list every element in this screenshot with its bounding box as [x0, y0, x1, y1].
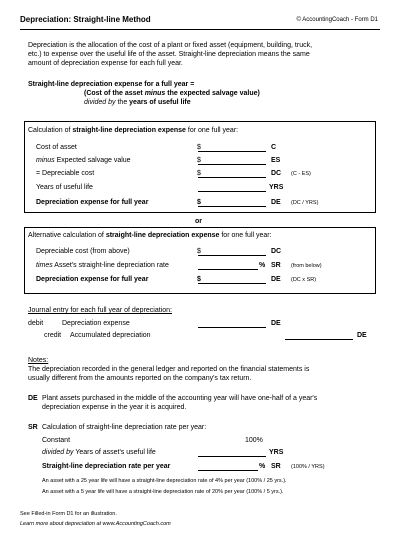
notes-sr-code: SR — [28, 424, 38, 431]
notes-heading: Notes: — [28, 357, 49, 364]
journal-heading: Journal entry for each full year of depreciation: — [28, 307, 172, 314]
page-title: Depreciation: Straight-line Method — [20, 15, 151, 24]
calc1-row2-label — [36, 156, 131, 165]
notes-rate-note: (100% / YRS) — [291, 464, 325, 470]
notes-sr-heading: Calculation of straight-line depreciation rate per year: — [42, 424, 207, 431]
calc2-row2-text: Asset's straight-line depreciation rate — [52, 262, 169, 269]
notes-p1-line2: usually different from the amounts reported on the company's tax return. — [28, 375, 252, 382]
formula-cost-text: (Cost of the asset — [84, 90, 145, 97]
notes-de-code: DE — [28, 395, 38, 402]
notes-rate-blank[interactable] — [198, 470, 258, 471]
journal-debit-blank[interactable] — [198, 327, 266, 328]
formula-line-3 — [84, 98, 191, 107]
calc1-row2-blank[interactable] — [198, 164, 266, 165]
notes-constant-value: 100% — [245, 437, 263, 444]
calc1-heading-suffix: for one full year: — [185, 127, 239, 134]
calc1-row1-label: Cost of asset — [36, 144, 77, 151]
formula-line-2 — [84, 89, 260, 98]
notes-de-line1: Plant assets purchased in the middle of the accounting year will have one-half of a year's — [42, 395, 318, 402]
header-divider — [20, 29, 380, 30]
footer-illustration-note: See Filled-in Form D1 for an illustration. — [20, 511, 117, 517]
calc1-row1-currency: $ — [197, 144, 201, 151]
calc1-row3-blank[interactable] — [198, 177, 266, 178]
calc1-row5-note: (DC / YRS) — [291, 200, 319, 206]
formula-minus: minus — [144, 90, 166, 97]
calc2-row3-label: Depreciation expense for full year — [36, 276, 149, 283]
notes-rate-label: Straight-line depreciation rate per year — [42, 463, 171, 470]
calc1-row2-code: ES — [271, 157, 281, 164]
calc1-row1-blank[interactable] — [198, 151, 266, 152]
journal-debit-code: DE — [271, 320, 281, 327]
journal-credit: credit — [44, 332, 62, 339]
calc2-row3-note: (DC x SR) — [291, 277, 317, 283]
journal-credit-blank[interactable] — [285, 339, 353, 340]
calc2-row1-blank[interactable] — [198, 255, 266, 256]
intro-line-1: Depreciation is the allocation of the cost of a plant or fixed asset (equipment, building, truck, — [28, 42, 313, 49]
calc2-row1-label: Depreciable cost (from above) — [36, 248, 130, 255]
calc2-row2-percent: % — [259, 262, 266, 269]
notes-example-2: An asset with a 5 year life will have a straight-line depreciation rate of 20% per year (100% / 5 yrs.). — [42, 489, 284, 495]
intro-line-3: amount of depreciation expense for each full year. — [28, 60, 183, 67]
journal-credit-account: Accumulated depreciation — [70, 332, 151, 339]
journal-debit-account: Depreciation expense — [62, 320, 130, 327]
calc1-row2-currency: $ — [197, 157, 201, 164]
calc1-row4-blank[interactable] — [198, 191, 266, 192]
calc1-row4-code: YRS — [269, 184, 284, 191]
calc1-row5-currency: $ — [197, 199, 201, 206]
formula-divided-by: divided by — [84, 99, 116, 106]
calc2-row2-code: SR — [271, 262, 281, 269]
calc2-heading — [28, 231, 272, 240]
intro-line-2: etc.) to expense over the useful life of the asset. Straight-line depreciation means the same — [28, 51, 310, 58]
calc2-heading-prefix: Alternative calculation of — [28, 232, 106, 239]
calc1-row2-minus: minus — [36, 157, 55, 164]
notes-years-label — [42, 448, 156, 457]
or-separator: or — [195, 218, 202, 225]
calc2-row1-currency: $ — [197, 248, 201, 255]
notes-rate-code: SR — [271, 463, 281, 470]
formula-line-1: Straight-line depreciation expense for a full year = — [28, 81, 195, 88]
copyright-notice: © AccountingCoach - Form D1 — [296, 17, 378, 23]
notes-constant-label: Constant — [42, 437, 71, 444]
calc1-row5-label: Depreciation expense for full year — [36, 199, 149, 206]
calc2-heading-bold: straight-line depreciation expense — [105, 232, 220, 239]
calc2-row2-note: (from below) — [291, 263, 322, 269]
calc2-row1-code: DC — [271, 248, 282, 255]
notes-de-line2: depreciation expense in the year it is acquired. — [42, 404, 187, 411]
notes-years-text: Years of asset's useful life — [73, 449, 156, 456]
calc1-row2-text: Expected salvage value — [54, 157, 131, 164]
calc1-heading-bold: straight-line depreciation expense — [72, 127, 186, 134]
calc1-row5-code: DE — [271, 199, 281, 206]
journal-credit-code: DE — [357, 332, 367, 339]
notes-years-code: YRS — [269, 449, 284, 456]
calc1-row3-note: (C - ES) — [291, 171, 311, 177]
formula-years: years of useful life — [129, 99, 191, 106]
formula-the: the — [115, 99, 130, 106]
calc1-heading — [28, 126, 238, 135]
calc1-row3-code: DC — [271, 170, 282, 177]
calc1-row3-currency: $ — [197, 170, 201, 177]
calc2-row2-label — [36, 261, 169, 270]
calc2-heading-suffix: for one full year: — [219, 232, 272, 239]
calc2-row2-blank[interactable] — [198, 269, 258, 270]
calc1-heading-prefix: Calculation of — [28, 127, 73, 134]
calc1-row5-blank[interactable] — [198, 206, 266, 207]
calc1-row4-label: Years of useful life — [36, 184, 93, 191]
formula-salvage-text: the expected salvage value) — [165, 90, 260, 97]
notes-rate-percent: % — [259, 463, 266, 470]
footer-learn-more-link[interactable]: Learn more about depreciation at www.AccountingCoach.com — [20, 521, 171, 527]
calc1-row1-code: C — [271, 144, 277, 151]
calc2-row3-blank[interactable] — [198, 283, 266, 284]
calc2-row2-times: times — [36, 262, 53, 269]
notes-p1-line1: The depreciation recorded in the general ledger and reported on the financial statements is — [28, 366, 310, 373]
notes-years-blank[interactable] — [198, 456, 266, 457]
calc2-row3-currency: $ — [197, 276, 201, 283]
notes-divided-by: divided by — [42, 449, 74, 456]
notes-example-1: An asset with a 25 year life will have a straight-line depreciation rate of 4% per year (100% / 25 yrs.). — [42, 478, 287, 484]
calc1-row3-label: = Depreciable cost — [36, 170, 95, 177]
journal-debit: debit — [28, 320, 44, 327]
calc2-row3-code: DE — [271, 276, 281, 283]
